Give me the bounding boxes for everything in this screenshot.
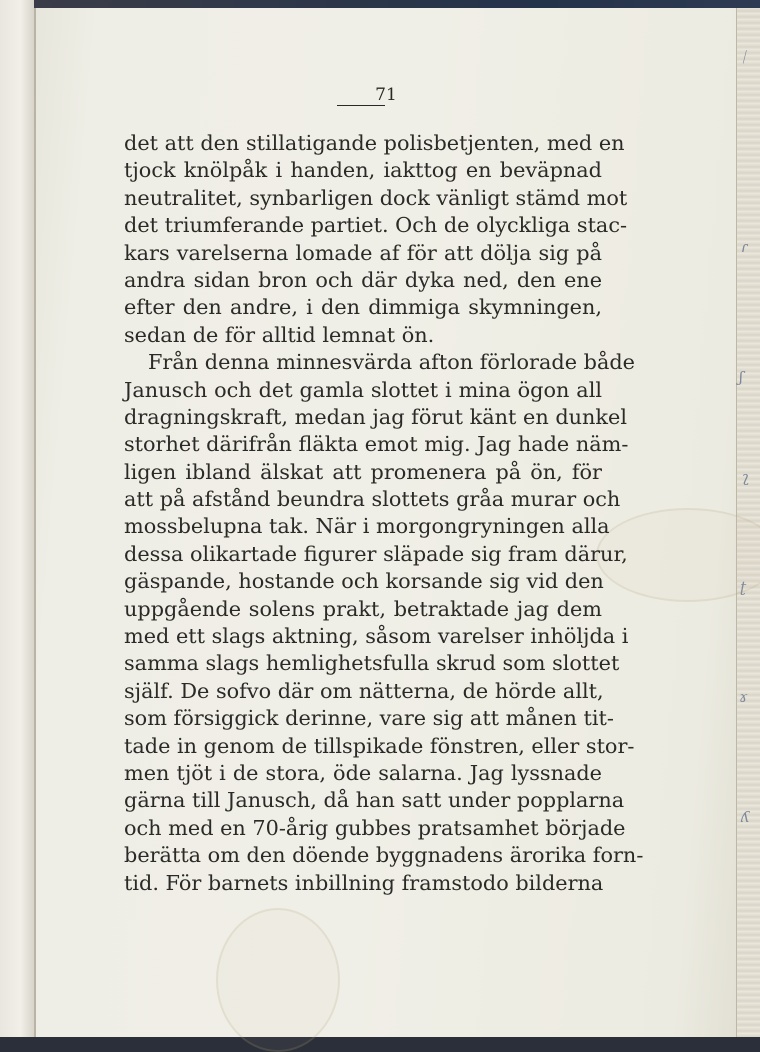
text-line: och med en 70-årig gubbes pratsamhet började	[124, 815, 626, 840]
margin-marks-icon: ᛁ	[739, 48, 749, 66]
text-line: tjock knölpåk i handen, iakttog en beväpnad	[124, 158, 602, 183]
text-line: dessa olikartade figurer släpade sig fram därur,	[124, 541, 628, 566]
text-line: samma slags hemlighetsfulla skrud som slottet	[124, 651, 620, 676]
text-line: att på afstånd beundra slottets gråa murar och	[124, 487, 621, 512]
text-line: andra sidan bron och där dyka ned, den ene	[124, 267, 602, 292]
text-line: kars varelserna lomade af för att dölja sig på	[124, 240, 602, 265]
text-line: sedan de för alltid lemnat ön.	[124, 322, 435, 347]
text-line: neutralitet, synbarligen dock vänligt stämd mot	[124, 185, 628, 210]
page-number-rule	[337, 105, 385, 106]
margin-marks-icon: ʈ	[740, 578, 747, 596]
text-line: med ett slags aktning, såsom varelser inhöljda i	[124, 624, 629, 649]
text-line: det att den stillatigande polisbetjenten, med en	[124, 131, 625, 155]
text-line: gärna till Janusch, då han satt under popplarna	[124, 788, 625, 813]
text-line: det triumferande partiet. Och de olyckliga stac-	[124, 213, 628, 238]
margin-marks-icon: ʃ	[739, 368, 744, 386]
text-line: men tjöt i de stora, öde salarna. Jag lyssnade	[124, 760, 602, 785]
text-line: gäspande, hostande och korsande sig vid den	[124, 569, 604, 594]
margin-marks-icon: ɤ	[739, 688, 748, 706]
text-line: efter den andre, i den dimmiga skymningen,	[124, 295, 602, 320]
text-line: berätta om den döende byggnadens ärorika forn-	[124, 843, 644, 868]
text-line: uppgående solens prakt, betraktade jag dem	[124, 596, 602, 621]
margin-marks-icon: ɾ	[741, 238, 748, 256]
text-line: ligen ibland älskat att promenera på ön, för	[124, 459, 602, 484]
text-line: tade in genom de tillspikade fönstren, eller stor-	[124, 733, 635, 758]
text-line: själf. De sofvo där om nätterna, de hörde allt,	[124, 678, 604, 703]
page-number: 71	[375, 85, 397, 105]
water-stain	[216, 908, 340, 1052]
body-text	[124, 130, 644, 897]
book-cover-top	[34, 0, 760, 8]
text-line: Från denna minnesvärda afton förlorade både	[148, 350, 635, 375]
text-line: tid. För barnets inbillning framstodo bilderna	[124, 870, 604, 895]
text-line: som försiggick derinne, vare sig att månen tit-	[124, 706, 614, 731]
margin-marks-icon: ʎ	[741, 808, 750, 826]
book-page	[36, 8, 736, 1037]
text-line: storhet därifrån fläkta emot mig. Jag hade näm-	[124, 432, 629, 457]
book-cover-left	[0, 0, 36, 1037]
text-line: mossbelupna tak. När i morgongryningen alla	[124, 514, 610, 539]
text-line: dragningskraft, medan jag förut känt en dunkel	[124, 404, 627, 429]
text-line: Janusch och det gamla slottet i mina ögon all	[124, 377, 602, 402]
margin-marks-icon: ʅ	[742, 468, 750, 486]
